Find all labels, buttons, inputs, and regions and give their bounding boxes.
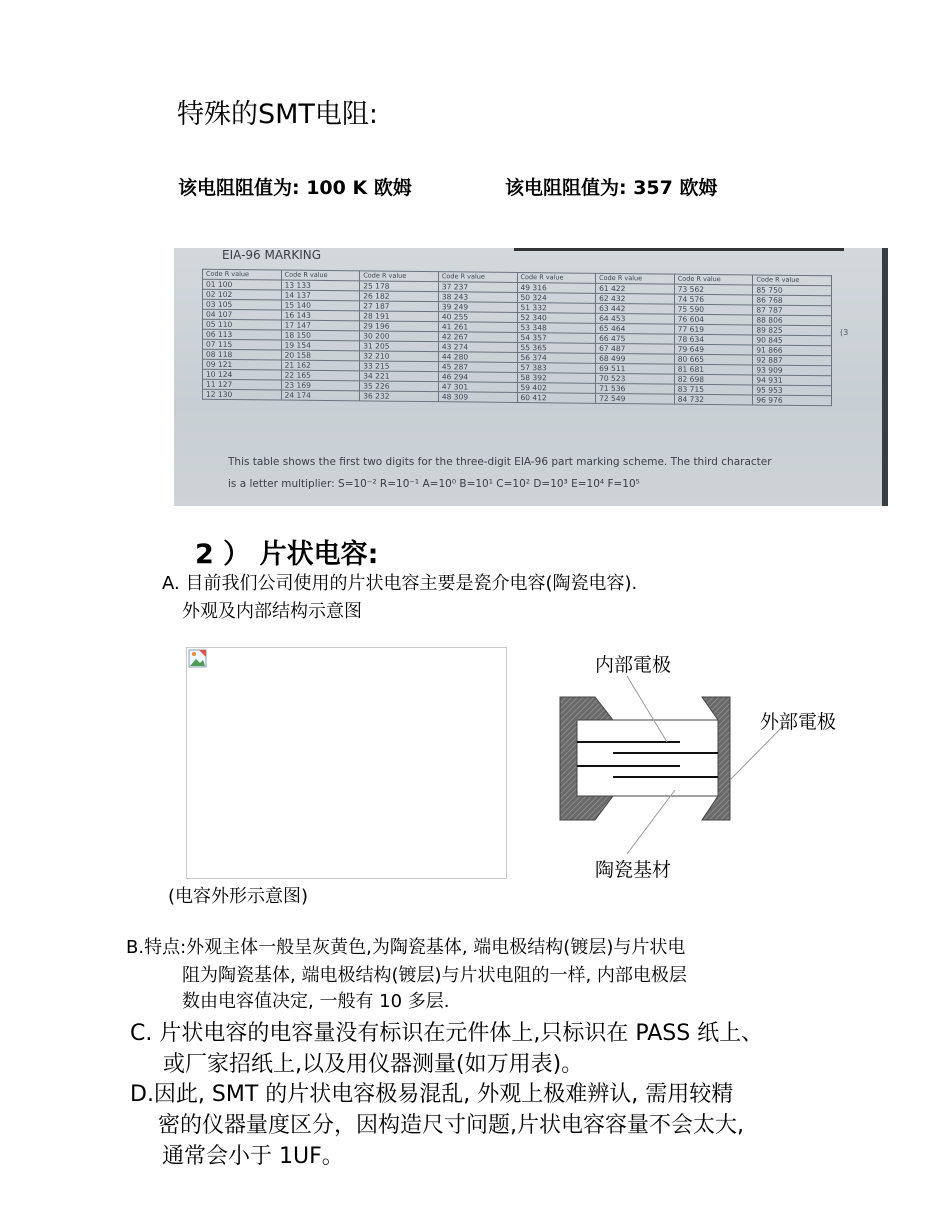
eia-cell: 10 124 (203, 369, 282, 380)
eia-cell: 52 340 (517, 313, 596, 324)
eia-cell: 20 158 (281, 350, 360, 361)
eia-cell: 58 392 (517, 373, 596, 384)
eia-cell: 38 243 (438, 292, 517, 303)
ceramic-body (577, 720, 718, 796)
label-ceramic-substrate: 陶瓷基材 (595, 859, 672, 881)
eia-cell: 81 681 (674, 364, 753, 375)
eia-cell: 33 215 (360, 361, 439, 372)
eia-cell: 35 226 (360, 381, 439, 392)
eia-cell: 87 787 (753, 305, 832, 316)
eia-cell: 64 453 (596, 313, 675, 324)
eia-cell: 50 324 (517, 293, 596, 304)
eia-cell: 85 750 (753, 285, 832, 296)
eia-cell: 22 165 (281, 370, 360, 381)
eia-cell: 44 280 (438, 352, 517, 363)
eia-cell: 02 102 (203, 289, 282, 300)
eia-cell: 21 162 (281, 360, 360, 371)
para-d-line3: 通常会小于 1UF。 (162, 1144, 344, 1169)
eia-header-cell: Code R value (203, 269, 282, 280)
eia-cell: 73 562 (674, 284, 753, 295)
label-external-electrode: 外部電极 (760, 711, 837, 733)
eia-cell: 11 127 (203, 379, 282, 390)
leader-substrate (627, 790, 675, 854)
eia-cell: 36 232 (360, 391, 439, 402)
eia-cell: 70 523 (596, 373, 675, 384)
eia-cell: 66 475 (596, 333, 675, 344)
eia-cell: 60 412 (517, 393, 596, 404)
eia-cell: 49 316 (517, 283, 596, 294)
eia-cell: 28 191 (360, 311, 439, 322)
eia-cell: 72 549 (596, 393, 675, 404)
eia-cell: 03 105 (203, 299, 282, 310)
eia-header-cell: Code R value (438, 272, 517, 283)
section-heading-chip-capacitor: 2 ） 片状电容: (195, 539, 379, 570)
capacitor-image-caption: (电容外形示意图) (168, 886, 309, 907)
para-a-line2: 外观及内部结构示意图 (182, 601, 362, 622)
eia-cell: 41 261 (438, 322, 517, 333)
eia-header-cell: Code R value (360, 271, 439, 282)
eia-cell: 06 113 (203, 329, 282, 340)
eia-cell: 65 464 (596, 323, 675, 334)
eia-cell: 13 133 (281, 280, 360, 291)
eia-cell: 82 698 (674, 374, 753, 385)
eia-heading: EIA-96 MARKING (222, 248, 322, 262)
eia-table-body (203, 279, 832, 406)
para-b-line1: B.特点:外观主体一般呈灰黄色,为陶瓷基体, 端电极结构(镀层)与片状电 (126, 937, 686, 958)
eia-note-line1: This table shows the first two digits for the three-digit EIA-96 part marking scheme. The third character (228, 456, 772, 468)
para-c-line2: 或厂家招纸上,以及用仪器测量(如万用表)。 (163, 1052, 584, 1077)
label-internal-electrode: 内部電极 (595, 654, 672, 676)
eia-cell: 30 200 (360, 331, 439, 342)
eia-cell: 56 374 (517, 353, 596, 364)
eia-cell: 27 187 (360, 301, 439, 312)
eia-cell: 17 147 (281, 320, 360, 331)
eia-cell: 37 237 (438, 282, 517, 293)
eia-cell: 09 121 (203, 359, 282, 370)
eia-cell: 83 715 (674, 384, 753, 395)
eia-cell: 18 150 (281, 330, 360, 341)
eia-cell: 26 182 (360, 291, 439, 302)
eia-cell: 25 178 (360, 281, 439, 292)
eia-cell: 55 365 (517, 343, 596, 354)
eia-cell: 67 487 (596, 343, 675, 354)
eia-cell: 47 301 (438, 382, 517, 393)
eia-cell: 93 909 (753, 365, 832, 376)
eia-cell: 08 118 (203, 349, 282, 360)
resistor-value-right: 该电阻阻值为: 357 欧姆 (505, 177, 718, 199)
eia-cell: 40 255 (438, 312, 517, 323)
eia-cell: 53 348 (517, 323, 596, 334)
para-d-line2: 密的仪器量度区分，因构造尺寸问题,片状电容容量不会太大, (158, 1113, 744, 1138)
eia-header-cell: Code R value (753, 275, 832, 286)
eia-cell: 57 383 (517, 363, 596, 374)
eia-cell: 95 953 (753, 385, 832, 396)
eia-cell: 77 619 (674, 324, 753, 335)
eia-cell: 16 143 (281, 310, 360, 321)
eia-cell: 05 110 (203, 319, 282, 330)
eia-cell: 54 357 (517, 333, 596, 344)
page-title: 特殊的SMT电阻: (177, 99, 379, 130)
eia-cell: 39 249 (438, 302, 517, 313)
capacitor-image-placeholder (186, 647, 507, 879)
eia-cell: 89 825 (753, 325, 832, 336)
eia-cell: 14 137 (281, 290, 360, 301)
eia-cell: 80 665 (674, 354, 753, 365)
eia-cell: 46 294 (438, 372, 517, 383)
eia-cell: 86 768 (753, 295, 832, 306)
photo-edge-line (514, 248, 844, 251)
eia-cell: 45 287 (438, 362, 517, 373)
eia-cell: 29 196 (360, 321, 439, 332)
eia-cell: 24 174 (281, 390, 360, 401)
eia-cell: 78 634 (674, 334, 753, 345)
eia-header-cell: Code R value (281, 270, 360, 281)
eia-cell: 43 274 (438, 342, 517, 353)
para-d-line1: D.因此, SMT 的片状电容极易混乱, 外观上极难辨认, 需用较精 (130, 1082, 734, 1107)
eia-cell: 31 205 (360, 341, 439, 352)
eia-cell: 79 649 (674, 344, 753, 355)
eia-cell: 19 154 (281, 340, 360, 351)
eia-cell: 63 442 (596, 303, 675, 314)
eia-cell: 76 604 (674, 314, 753, 325)
eia-cell: 69 511 (596, 363, 675, 374)
eia-cell: 23 169 (281, 380, 360, 391)
para-b-line2: 阻为陶瓷基体, 端电极结构(镀层)与片状电阻的一样, 内部电极层 (182, 965, 687, 986)
eia-cell: 07 115 (203, 339, 282, 350)
eia-cell: 32 210 (360, 351, 439, 362)
eia-cell: 04 107 (203, 309, 282, 320)
capacitor-structure-diagram (555, 640, 845, 885)
eia-cell: 94 931 (753, 375, 832, 386)
eia-note-line2: is a letter multiplier: S=10⁻² R=10⁻¹ A=10⁰ B=10¹ C=10² D=10³ E=10⁴ F=10⁵ (228, 478, 640, 490)
eia-cell: 15 140 (281, 300, 360, 311)
broken-image-icon (187, 648, 209, 670)
eia-cell: 68 499 (596, 353, 675, 364)
para-c-line1: C. 片状电容的电容量没有标识在元件体上,只标识在 PASS 纸上、 (130, 1021, 764, 1046)
eia-cell: 88 806 (753, 315, 832, 326)
eia96-table (202, 269, 832, 407)
eia-header-cell: Code R value (596, 273, 675, 284)
eia-cell: 61 422 (596, 283, 675, 294)
eia-cell: 51 332 (517, 303, 596, 314)
eia-header-cell: Code R value (674, 274, 753, 285)
eia-cell: 91 866 (753, 345, 832, 356)
eia-side-mark: (3 (840, 328, 849, 337)
para-a-line1: A. 目前我们公司使用的片状电容主要是瓷介电容(陶瓷电容). (162, 573, 638, 594)
eia-cell: 62 432 (596, 293, 675, 304)
eia-cell: 12 130 (203, 389, 282, 400)
eia-cell: 42 267 (438, 332, 517, 343)
eia-cell: 84 732 (674, 394, 753, 405)
eia-cell: 34 221 (360, 371, 439, 382)
para-b-line3: 数由电容值决定, 一般有 10 多层. (182, 991, 450, 1012)
eia-cell: 75 590 (674, 304, 753, 315)
eia-cell: 92 887 (753, 355, 832, 366)
eia-cell: 90 845 (753, 335, 832, 346)
eia-cell: 74 576 (674, 294, 753, 305)
eia-cell: 71 536 (596, 383, 675, 394)
eia-cell: 48 309 (438, 392, 517, 403)
eia-cell: 01 100 (203, 279, 282, 290)
eia-cell: 96 976 (753, 395, 832, 406)
resistor-value-left: 该电阻阻值为: 100 K 欧姆 (178, 177, 412, 199)
eia-cell: 59 402 (517, 383, 596, 394)
eia-header-cell: Code R value (517, 273, 596, 284)
eia96-marking-photo (174, 248, 888, 506)
